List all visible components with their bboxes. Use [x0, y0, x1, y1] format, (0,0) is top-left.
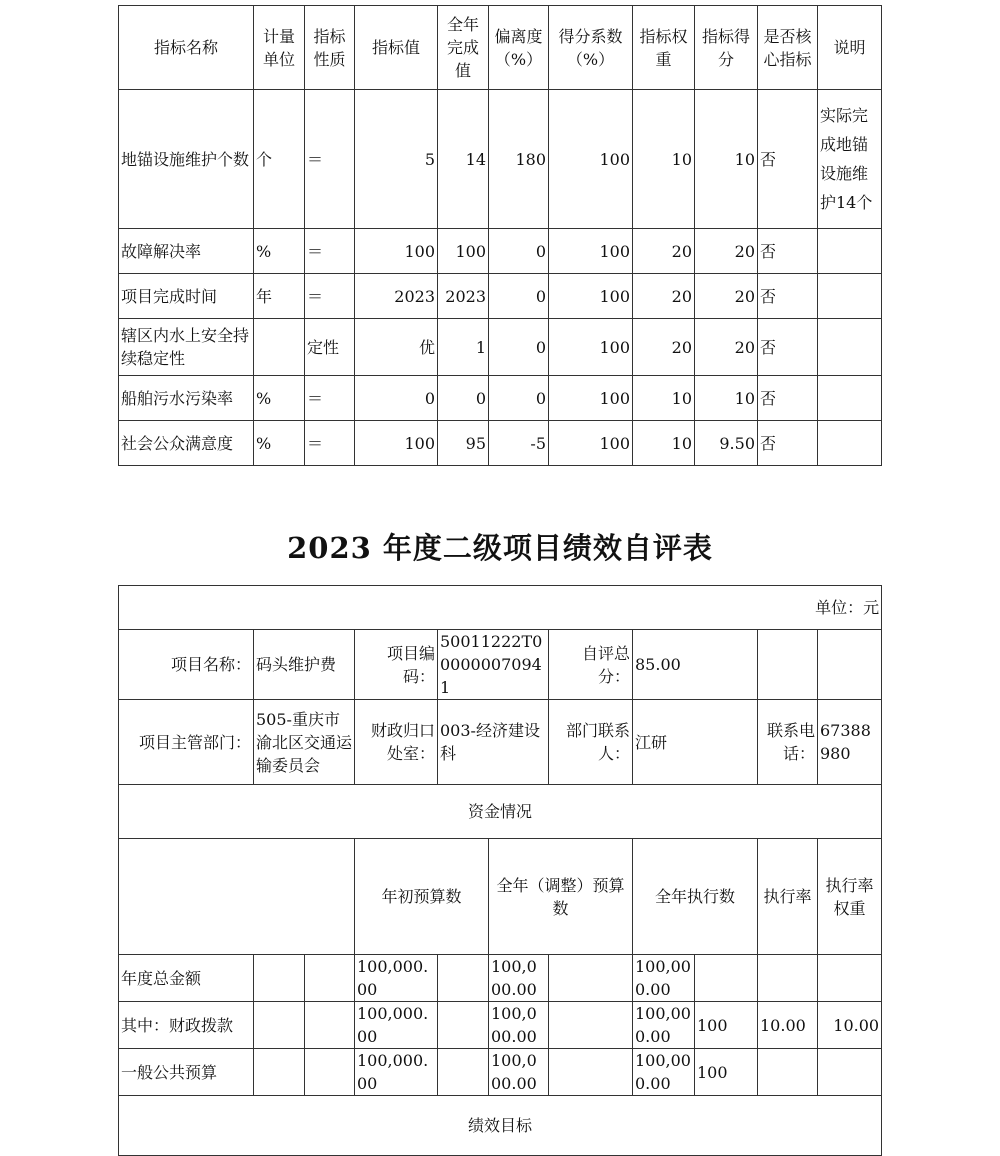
contact-value: 江研	[633, 700, 758, 785]
phone-label: 联系电话：	[758, 700, 818, 785]
funds-title: 资金情况	[119, 785, 882, 839]
score-value: 9.50	[695, 421, 758, 466]
weight-value: 10	[633, 376, 695, 421]
initial-budget: 100,000.00	[355, 1049, 438, 1096]
self-score-label: 自评总分：	[549, 630, 633, 700]
indicator-name: 辖区内水上安全持续稳定性	[119, 319, 254, 376]
empty-cell	[254, 1002, 305, 1049]
header-cell: 指标得分	[695, 6, 758, 90]
department-info-row	[119, 700, 882, 785]
table-row	[119, 955, 882, 1002]
actual-value: 0	[438, 376, 489, 421]
executed-amount: 100,000.00	[633, 1002, 695, 1049]
header-cell: 全年（调整）预算数	[489, 839, 633, 955]
header-cell: 指标权重	[633, 6, 695, 90]
target-value: 100	[355, 421, 438, 466]
header-cell: 全年完成值	[438, 6, 489, 90]
table-row	[119, 376, 882, 421]
finance-value: 003-经济建设科	[438, 700, 549, 785]
empty-cell	[305, 1049, 355, 1096]
funds-row-label: 一般公共预算	[119, 1049, 254, 1096]
empty-cell	[305, 1002, 355, 1049]
empty-cell	[119, 839, 355, 955]
nature-cell: 定性	[305, 319, 355, 376]
remark-cell	[818, 376, 882, 421]
empty-cell	[549, 955, 633, 1002]
score-value: 20	[695, 229, 758, 274]
header-cell: 偏离度（%）	[489, 6, 549, 90]
actual-value: 1	[438, 319, 489, 376]
core-indicator: 否	[758, 421, 818, 466]
table-row	[119, 90, 882, 229]
header-cell: 是否核心指标	[758, 6, 818, 90]
empty-cell	[438, 1002, 489, 1049]
project-code: 50011222T000000070941	[438, 630, 549, 700]
nature-cell: ＝	[305, 274, 355, 319]
remark-cell	[818, 421, 882, 466]
funds-row-label: 年度总金额	[119, 955, 254, 1002]
execution-rate: 100	[695, 1049, 758, 1096]
header-cell: 计量单位	[254, 6, 305, 90]
performance-title: 绩效目标	[119, 1096, 882, 1156]
unit-row	[119, 586, 882, 630]
initial-budget: 100,000.00	[355, 955, 438, 1002]
executed-amount: 100,000.00	[633, 1049, 695, 1096]
header-cell: 执行率	[758, 839, 818, 955]
target-value: 100	[355, 229, 438, 274]
project-code-label: 项目编码：	[355, 630, 438, 700]
coefficient-value: 100	[549, 376, 633, 421]
actual-value: 2023	[438, 274, 489, 319]
table-row	[119, 274, 882, 319]
coefficient-value: 100	[549, 421, 633, 466]
unit-cell: 年	[254, 274, 305, 319]
deviation-value: 180	[489, 90, 549, 229]
coefficient-value: 100	[549, 274, 633, 319]
page-title: 2023 年度二级项目绩效自评表	[287, 531, 713, 565]
header-cell: 得分系数（%）	[549, 6, 633, 90]
target-value: 2023	[355, 274, 438, 319]
indicator-name: 地锚设施维护个数	[119, 90, 254, 229]
coefficient-value: 100	[549, 319, 633, 376]
deviation-value: 0	[489, 319, 549, 376]
header-cell: 说明	[818, 6, 882, 90]
rate-score: 10.00	[818, 1002, 882, 1049]
empty-cell	[438, 955, 489, 1002]
weight-value: 10	[633, 90, 695, 229]
dept-value: 505-重庆市渝北区交通运输委员会	[254, 700, 355, 785]
table-row	[119, 1002, 882, 1049]
target-value: 5	[355, 90, 438, 229]
rate-score	[818, 955, 882, 1002]
indicator-table	[118, 5, 882, 466]
unit-label: 单位：元	[119, 586, 882, 630]
adjusted-budget: 100,000.00	[489, 1049, 549, 1096]
remark-cell: 实际完成地锚设施维护14个	[818, 90, 882, 229]
table-row	[119, 1049, 882, 1096]
empty-cell	[254, 955, 305, 1002]
weight-value: 20	[633, 319, 695, 376]
contact-label: 部门联系人：	[549, 700, 633, 785]
deviation-value: 0	[489, 229, 549, 274]
self-score: 85.00	[633, 630, 758, 700]
empty-cell	[438, 1049, 489, 1096]
coefficient-value: 100	[549, 229, 633, 274]
nature-cell: ＝	[305, 376, 355, 421]
execution-rate	[695, 955, 758, 1002]
adjusted-budget: 100,000.00	[489, 1002, 549, 1049]
empty-cell	[758, 630, 818, 700]
indicator-name: 故障解决率	[119, 229, 254, 274]
header-cell: 指标值	[355, 6, 438, 90]
header-cell: 指标名称	[119, 6, 254, 90]
header-cell: 执行率权重	[818, 839, 882, 955]
coefficient-value: 100	[549, 90, 633, 229]
unit-cell: %	[254, 376, 305, 421]
adjusted-budget: 100,000.00	[489, 955, 549, 1002]
deviation-value: -5	[489, 421, 549, 466]
executed-amount: 100,000.00	[633, 955, 695, 1002]
funds-header-row	[119, 839, 882, 955]
target-value: 0	[355, 376, 438, 421]
unit-cell: %	[254, 229, 305, 274]
remark-cell	[818, 319, 882, 376]
rate-weight	[758, 1049, 818, 1096]
core-indicator: 否	[758, 274, 818, 319]
indicator-name: 项目完成时间	[119, 274, 254, 319]
header-cell: 全年执行数	[633, 839, 758, 955]
actual-value: 14	[438, 90, 489, 229]
performance-title-row	[119, 1096, 882, 1156]
project-name: 码头维护费	[254, 630, 355, 700]
funds-title-row	[119, 785, 882, 839]
remark-cell	[818, 229, 882, 274]
score-value: 20	[695, 319, 758, 376]
core-indicator: 否	[758, 376, 818, 421]
weight-value: 20	[633, 229, 695, 274]
core-indicator: 否	[758, 229, 818, 274]
indicator-name: 社会公众满意度	[119, 421, 254, 466]
deviation-value: 0	[489, 274, 549, 319]
actual-value: 100	[438, 229, 489, 274]
unit-cell: %	[254, 421, 305, 466]
nature-cell: ＝	[305, 421, 355, 466]
deviation-value: 0	[489, 376, 549, 421]
weight-value: 10	[633, 421, 695, 466]
target-value: 优	[355, 319, 438, 376]
actual-value: 95	[438, 421, 489, 466]
empty-cell	[549, 1049, 633, 1096]
table-header-row	[119, 6, 882, 90]
weight-value: 20	[633, 274, 695, 319]
execution-rate: 100	[695, 1002, 758, 1049]
empty-cell	[549, 1002, 633, 1049]
remark-cell	[818, 274, 882, 319]
unit-cell: 个	[254, 90, 305, 229]
nature-cell: ＝	[305, 229, 355, 274]
funds-row-label: 其中：财政拨款	[119, 1002, 254, 1049]
rate-score	[818, 1049, 882, 1096]
score-value: 10	[695, 376, 758, 421]
score-value: 20	[695, 274, 758, 319]
phone-value: 67388980	[818, 700, 882, 785]
dept-label: 项目主管部门：	[119, 700, 254, 785]
core-indicator: 否	[758, 319, 818, 376]
empty-cell	[254, 1049, 305, 1096]
unit-cell	[254, 319, 305, 376]
rate-weight	[758, 955, 818, 1002]
finance-label: 财政归口处室：	[355, 700, 438, 785]
header-cell: 年初预算数	[355, 839, 489, 955]
rate-weight: 10.00	[758, 1002, 818, 1049]
empty-cell	[818, 630, 882, 700]
empty-cell	[305, 955, 355, 1002]
project-info-row	[119, 630, 882, 700]
table-row	[119, 319, 882, 376]
core-indicator: 否	[758, 90, 818, 229]
self-evaluation-table	[118, 585, 882, 1156]
initial-budget: 100,000.00	[355, 1002, 438, 1049]
score-value: 10	[695, 90, 758, 229]
project-name-label: 项目名称：	[119, 630, 254, 700]
indicator-name: 船舶污水污染率	[119, 376, 254, 421]
table-row	[119, 229, 882, 274]
table-row	[119, 421, 882, 466]
nature-cell: ＝	[305, 90, 355, 229]
header-cell: 指标性质	[305, 6, 355, 90]
